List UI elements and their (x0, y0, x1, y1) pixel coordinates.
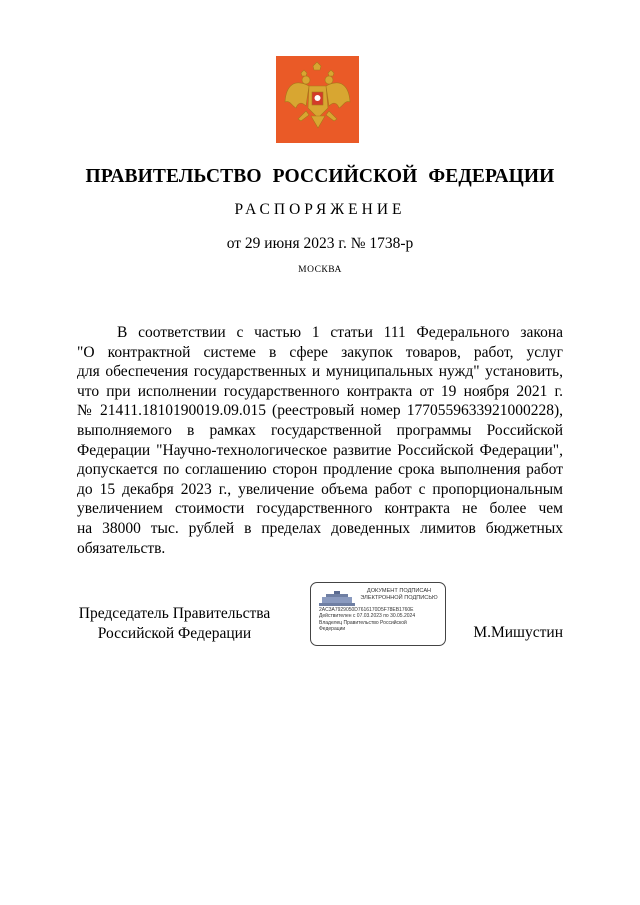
body-line: Федерации "Научно-технологическое развитие Российской Федерации", (77, 441, 563, 459)
certificate-owner: Владелец Правительство Российской (319, 619, 407, 626)
body-line: № 21411.1810190019.09.015 (реестровый номер 1770559633921000228), (77, 402, 563, 420)
double-headed-eagle-icon (276, 56, 359, 143)
building-icon (319, 591, 355, 607)
date-number: от 29 июня 2023 г. № 1738-р (226, 235, 414, 252)
electronic-signature-stamp (310, 582, 446, 646)
government-name: ПРАВИТЕЛЬСТВО РОССИЙСКОЙ ФЕДЕРАЦИИ (85, 166, 555, 187)
city: МОСКВА (298, 265, 342, 275)
body-line: для обеспечения государственных и муниципальных нужд" установить, (77, 363, 563, 381)
body-line: допускается по соглашению сторон продление срока выполнения работ (77, 461, 563, 479)
body-line: обязательств. (77, 539, 166, 557)
stamp-header-line: ДОКУМЕНТ ПОДПИСАН (366, 588, 432, 594)
signatory-position-line: Российской Федерации (97, 624, 252, 642)
signatory-position (77, 604, 272, 643)
stamp-header-line: ЭЛЕКТРОННОЙ ПОДПИСЬЮ (360, 595, 438, 601)
certificate-validity: Действителен с 07.03.2023 по 30.05.2024 (319, 613, 416, 620)
body-line: выполняемого в рамках государственной программы Российской (77, 421, 563, 439)
coat-of-arms-emblem (276, 56, 359, 143)
body-line: "О контрактной системе в сфере закупок товаров, работ, услуг (77, 343, 563, 361)
certificate-serial: 2AC3A7929050D7616170D5F78EB1760E (319, 607, 414, 613)
body-line: что при исполнении государственного контракта от 19 ноября 2021 г. (77, 382, 563, 400)
stamp-details (319, 607, 444, 632)
document-type: РАСПОРЯЖЕНИЕ (234, 201, 406, 218)
body-line: увеличением стоимости государственного контракта не более чем (77, 500, 563, 518)
certificate-owner: Федерации (319, 625, 346, 632)
document-body (77, 323, 563, 558)
stamp-header (359, 588, 439, 602)
body-line: на 38000 тыс. рублей в пределах доведенных лимитов бюджетных (77, 519, 563, 537)
signatory-position-line: Председатель Правительства (78, 605, 271, 622)
body-line: до 15 декабря 2023 г., увеличение объема работ с пропорциональным (77, 480, 563, 498)
body-line: В соответствии с частью 1 статьи 111 Федерального закона (117, 324, 563, 341)
signatory-name: М.Мишустин (473, 624, 563, 641)
